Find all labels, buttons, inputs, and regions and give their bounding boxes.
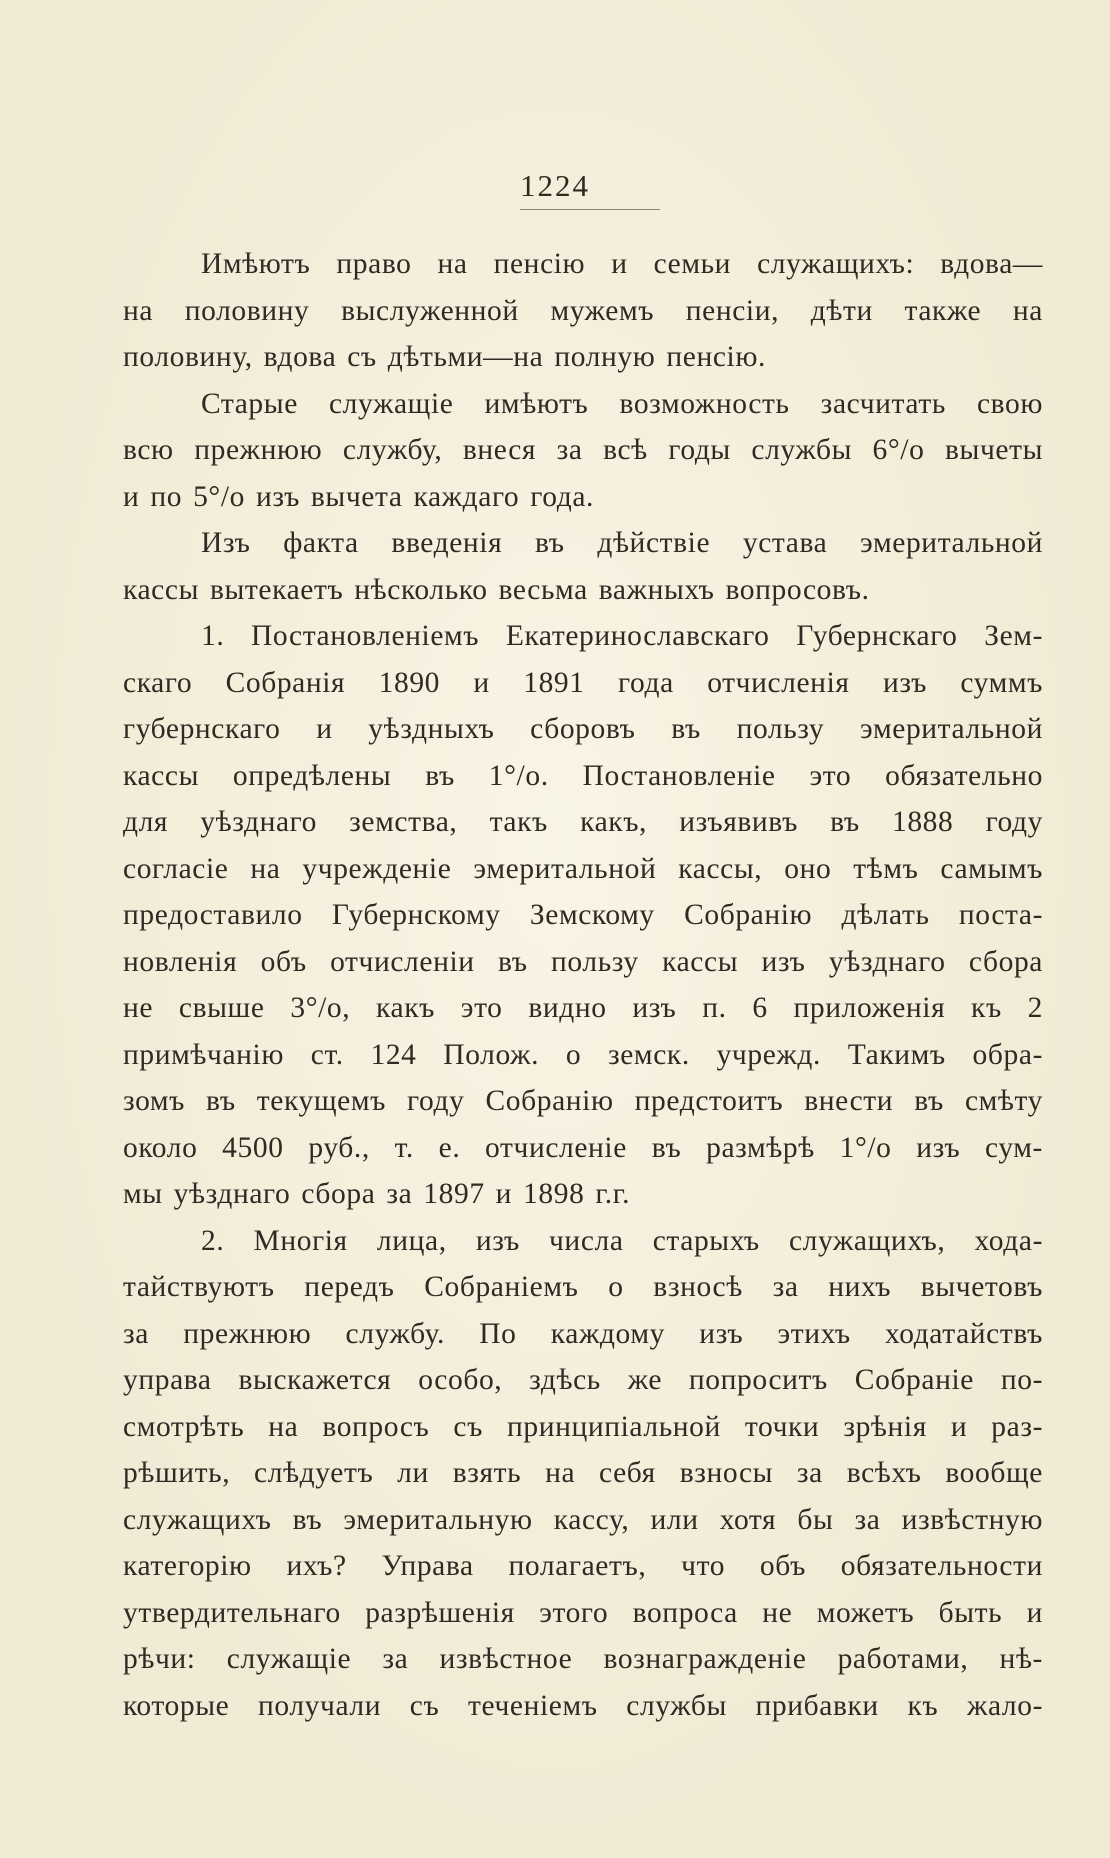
- text-line: кассы опредѣлены въ 1°/о. Постановленіе это обязательно: [123, 759, 1043, 792]
- text-line: за прежнюю службу. По каждому изъ этихъ ходатайствъ: [123, 1317, 1043, 1350]
- body-text: [123, 241, 1043, 1729]
- text-line: губернскаго и уѣздныхъ сборовъ въ пользу эмеритальной: [123, 713, 1043, 745]
- text-line: скаго Собранія 1890 и 1891 года отчисленія изъ суммъ: [123, 666, 1043, 699]
- text-line: 2. Многія лица, изъ числа старыхъ служащихъ, хода-: [201, 1224, 1043, 1257]
- text-line: зомъ въ текущемъ году Собранію предстоитъ внести въ смѣту: [123, 1085, 1043, 1117]
- text-line: всю прежнюю службу, внеся за всѣ годы службы 6°/о вычеты: [123, 434, 1043, 466]
- text-line: 1. Постановленіемъ Екатеринославскаго Губернскаго Зем-: [201, 620, 1043, 652]
- text-line: половину, вдова съ дѣтьми—на полную пенсію.: [123, 341, 766, 373]
- text-line: около 4500 руб., т. е. отчисленіе въ размѣрѣ 1°/о изъ сум-: [123, 1131, 1043, 1164]
- text-line: примѣчанію ст. 124 Полож. о земск. учрежд. Такимъ обра-: [123, 1038, 1043, 1071]
- text-line: кассы вытекаетъ нѣсколько весьма важныхъ вопросовъ.: [123, 573, 870, 606]
- text-line: мы уѣзднаго сбора за 1897 и 1898 г.г.: [123, 1178, 631, 1210]
- page-number: 1224: [520, 168, 590, 203]
- text-line: утвердительнаго разрѣшенія этого вопроса не можетъ быть и: [123, 1596, 1043, 1629]
- text-line: служащихъ въ эмеритальную кассу, или хотя бы за извѣстную: [123, 1503, 1043, 1536]
- text-line: Изъ факта введенія въ дѣйствіе устава эмеритальной: [201, 527, 1043, 559]
- text-line: Старые служащіе имѣютъ возможность засчитать свою: [201, 387, 1043, 420]
- text-line: Имѣютъ право на пенсію и семьи служащихъ: вдова—: [201, 248, 1043, 280]
- text-line: тайствуютъ передъ Собраніемъ о взносѣ за нихъ вычетовъ: [123, 1271, 1043, 1303]
- text-line: смотрѣть на вопросъ съ принципіальной точки зрѣнія и раз-: [123, 1410, 1043, 1443]
- text-line: на половину выслуженной мужемъ пенсіи, дѣти также на: [123, 294, 1043, 327]
- text-line: которые получали съ теченіемъ службы прибавки къ жало-: [123, 1689, 1043, 1722]
- text-line: и по 5°/о изъ вычета каждаго года.: [123, 480, 595, 513]
- text-line: предоставило Губернскому Земскому Собранію дѣлать поста-: [123, 899, 1043, 931]
- page-number-rule: [520, 209, 660, 210]
- text-line: категорію ихъ? Управа полагаетъ, что объ обязательности: [123, 1550, 1043, 1582]
- text-line: рѣчи: служащіе за извѣстное вознагражденіе работами, нѣ-: [123, 1643, 1043, 1675]
- text-line: согласіе на учрежденіе эмеритальной кассы, оно тѣмъ самымъ: [123, 852, 1043, 885]
- text-line: рѣшить, слѣдуетъ ли взять на себя взносы за всѣхъ вообще: [123, 1457, 1043, 1489]
- text-line: управа выскажется особо, здѣсь же попроситъ Собраніе по-: [123, 1364, 1043, 1396]
- text-line: новленія объ отчисленіи въ пользу кассы изъ уѣзднаго сбора: [123, 945, 1043, 978]
- text-line: для уѣзднаго земства, такъ какъ, изъявивъ въ 1888 году: [123, 806, 1043, 838]
- text-line: не свыше 3°/о, какъ это видно изъ п. 6 приложенія къ 2: [123, 992, 1043, 1024]
